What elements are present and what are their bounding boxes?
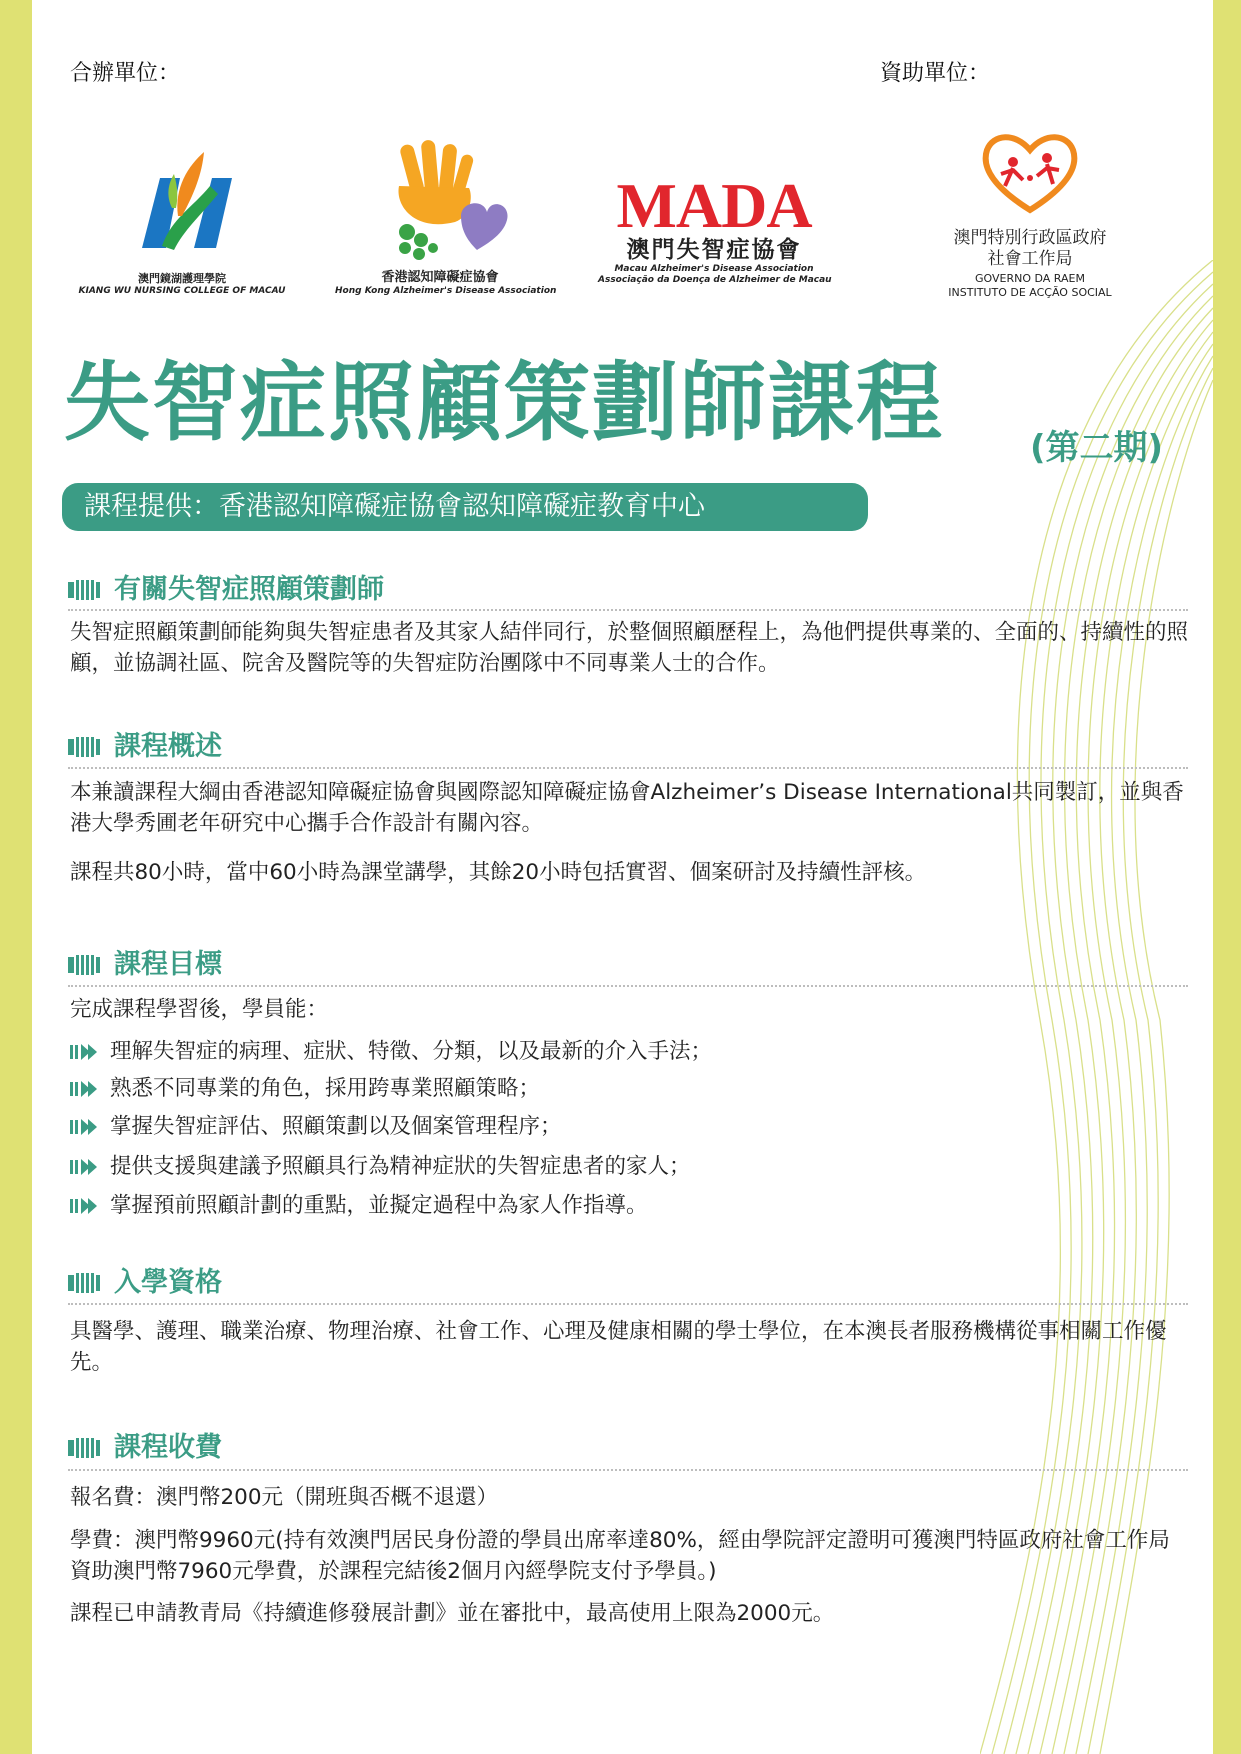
registration-fee: 報名費：澳門幣200元（開班與否概不退還） [70,1485,499,1510]
mada-name-en: Macau Alzheimer's Disease Association [614,264,814,274]
tuition-fee: 學費：澳門幣9960元(持有效澳門居民身份證的學員出席率達80%，經由學院評定證明可獲澳門特區政府社會工作局資助澳門幣7960元學費，於課程完結後2個月內經學院支付予學員。) [70,1528,1170,1584]
ias-logo [930,128,1130,300]
mada-name-pt: Associação da Doença de Alzheimer de Macau [598,275,832,286]
mada-name-cn: 澳門失智症協會 [626,237,802,263]
striped-square-icon [68,955,100,975]
double-arrow-icon [70,1196,98,1216]
kiang-wu-name-en: KIANG WU NURSING COLLEGE OF MACAU [78,285,286,296]
objective-item-text: 理解失智症的病理、症狀、特徵、分類，以及最新的介入手法； [110,1039,713,1064]
double-arrow-icon [70,1117,98,1137]
mada-logo [598,170,832,287]
striped-square-icon [68,737,100,757]
right-border-strip [1213,0,1241,1754]
double-arrow-icon [70,1042,98,1062]
section-divider [68,767,1188,769]
section-divider [68,1469,1188,1471]
section-divider [68,1303,1188,1305]
course-provider-banner: 課程提供：香港認知障礙症協會認知障礙症教育中心 [62,483,868,531]
objective-item-text: 掌握預前照顧計劃的重點，並擬定過程中為家人作指導。 [110,1193,648,1218]
objective-item-text: 提供支援與建議予照顧具行為精神症狀的失智症患者的家人； [110,1154,691,1179]
hkada-logo-mark [365,136,515,266]
ias-name-pt2: INSTITUTO DE ACÇÃO SOCIAL [948,286,1112,299]
overview-text-1: 本兼讀課程大綱由香港認知障礙症協會與國際認知障礙症協會Alzheimer’s Disease International共同製訂，並與香港大學秀圃老年研究中心攜手合作設計有關內容。 [70,780,1184,836]
kiang-wu-logo-mark [122,138,242,268]
kiang-wu-logo [72,138,292,297]
striped-square-icon [68,580,100,600]
course-title: 失智症照顧策劃師課程 [64,353,944,453]
hkada-name-en: Hong Kong Alzheimer's Disease Association [335,286,557,297]
ias-heart-icon [975,128,1085,218]
left-border-strip [0,0,32,1754]
striped-square-icon [68,1438,100,1458]
co-organizer-label: 合辦單位： [70,61,181,86]
mada-wordmark: MADA [616,170,812,241]
section-title-eligibility: 入學資格 [114,1267,222,1298]
section-divider [68,985,1188,987]
overview-text-2: 課程共80小時，當中60小時為課堂講學，其餘20小時包括實習、個案研討及持續性評核。 [70,860,927,885]
objectives-intro: 完成課程學習後，學員能： [70,997,329,1022]
hkada-name-cn: 香港認知障礙症協會 [381,270,499,285]
objective-item-text: 掌握失智症評估、照顧策劃以及個案管理程序； [110,1114,562,1139]
ias-name-cn2: 社會工作局 [987,249,1073,269]
striped-square-icon [68,1273,100,1293]
section-title-fees: 課程收費 [114,1432,222,1463]
kiang-wu-name-cn: 澳門鏡湖護理學院 [138,272,226,285]
double-arrow-icon [70,1157,98,1177]
section-title-overview: 課程概述 [114,731,222,762]
double-arrow-icon [70,1079,98,1099]
section-title-about: 有關失智症照顧策劃師 [114,574,384,605]
subsidy-note: 課程已申請教青局《持續進修發展計劃》並在審批中，最高使用上限為2000元。 [70,1601,835,1626]
section-title-objectives: 課程目標 [114,949,222,980]
course-edition: (第二期) [1030,428,1164,468]
objective-item-text: 熟悉不同專業的角色，採用跨專業照顧策略； [110,1076,541,1101]
sponsor-label: 資助單位： [880,61,991,86]
eligibility-text: 具醫學、護理、職業治療、物理治療、社會工作、心理及健康相關的學士學位，在本澳長者服務機構從事相關工作優先。 [70,1319,1167,1375]
ias-name-cn1: 澳門特別行政區政府 [953,228,1107,248]
about-text: 失智症照顧策劃師能夠與失智症患者及其家人結伴同行，於整個照顧歷程上，為他們提供專業的、全面的、持續性的照顧，並協調社區、院舍及醫院等的失智症防治團隊中不同專業人士的合作。 [70,620,1189,676]
hkada-logo [335,136,557,298]
section-divider [68,609,1188,611]
ias-name-pt1: GOVERNO DA RAEM [975,272,1085,285]
